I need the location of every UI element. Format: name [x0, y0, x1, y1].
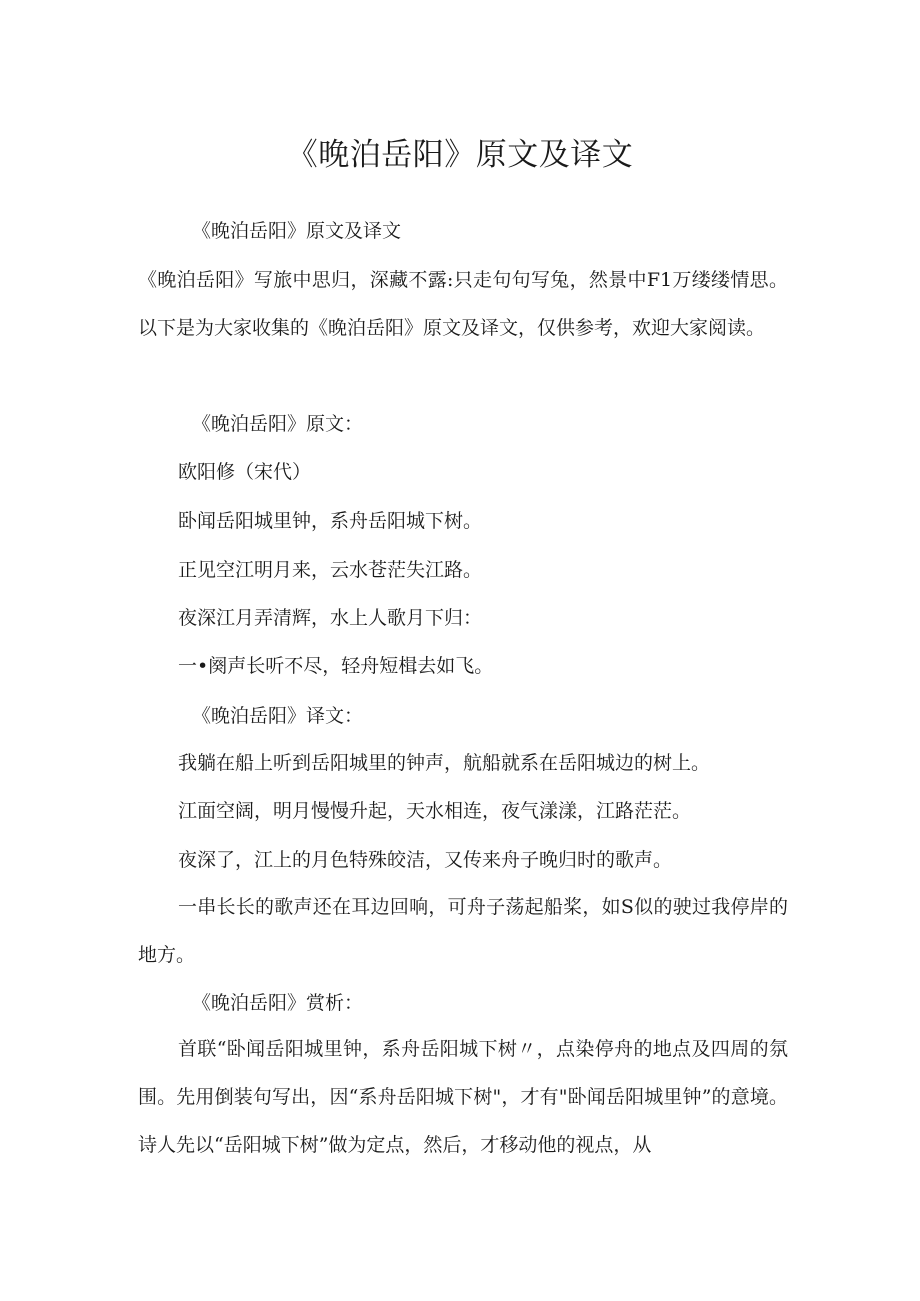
translation-line: 我躺在船上听到岳阳城里的钟声，航船就系在岳阳城边的树上。: [178, 752, 711, 774]
translation-heading: 《晚泊岳阳》译文：: [192, 705, 364, 727]
poem-line: 卧闻岳阳城里钟，系舟岳阳城下树。: [178, 510, 483, 532]
subtitle-line: 《晚泊岳阳》原文及译文: [192, 220, 402, 242]
intro-paragraph: 《晚泊岳阳》写旅中思归，深藏不露:只走句句写兔，然景中F1万缕缕情思。以下是为大家收集的《晚泊岳阳》原文及译文，仅供参考，欢迎大家阅读。: [138, 269, 788, 339]
translation-last-paragraph: 一串长长的歌声还在耳边回响，可舟子荡起船桨，如S似的驶过我停岸的地方。: [138, 896, 788, 966]
appreciation-paragraph: 首联“卧闻岳阳城里钟，系舟岳阳城下树〃，点染停舟的地点及四周的氛围。先用倒装句写出，因“系舟岳阳城下树"，才有"卧闻岳阳城里钟”的意境。诗人先以“岳阳城下树”做为定点，然后，才移动他的视点，从: [138, 1038, 788, 1156]
document-title: 《晚泊岳阳》原文及译文: [286, 137, 634, 173]
original-heading: 《晚泊岳阳》原文：: [192, 413, 364, 435]
appreciation-heading: 《晚泊岳阳》赏析：: [192, 992, 364, 1014]
translation-line: 江面空阔，明月慢慢升起，天水相连，夜气漾漾，江路茫茫。: [178, 800, 692, 822]
poem-line: 一•阕声长听不尽，轻舟短楫去如飞。: [178, 655, 494, 677]
poem-line: 夜深江月弄清辉，水上人歌月下归：: [178, 607, 483, 629]
poem-line: 正见空江明月来，云水苍茫失江路。: [178, 559, 483, 581]
poem-author: 欧阳修（宋代）: [178, 461, 312, 483]
translation-line: 夜深了，江上的月色特殊皎洁，又传来舟子晚归时的歌声。: [178, 849, 673, 871]
